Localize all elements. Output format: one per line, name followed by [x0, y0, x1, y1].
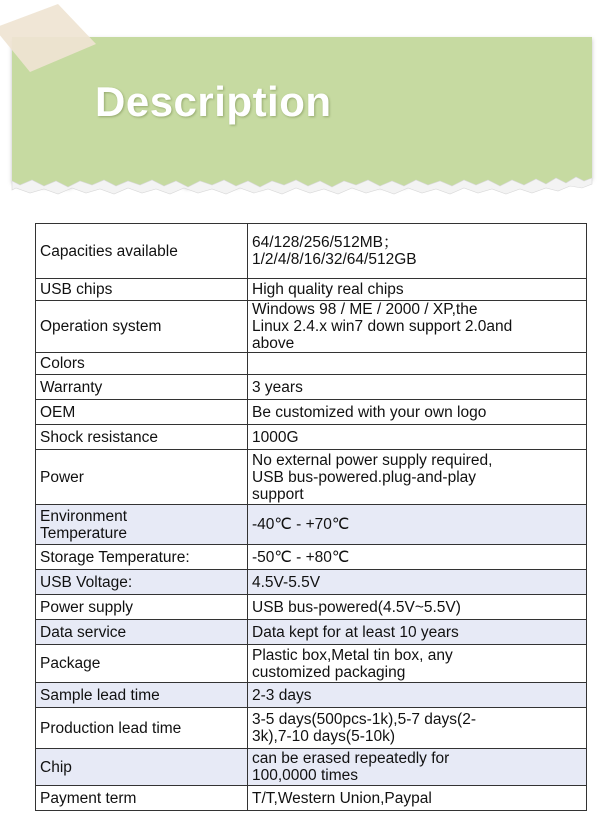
spec-value [248, 620, 587, 645]
spec-value-line: Be customized with your own logo [252, 403, 487, 421]
spec-label: Power supply [36, 595, 248, 620]
spec-value-line: -50℃ - +80℃ [252, 548, 350, 566]
spec-row [36, 279, 587, 301]
spec-value [248, 279, 587, 301]
spec-value-line: Data kept for at least 10 years [252, 623, 459, 641]
spec-label: Operation system [36, 301, 248, 353]
spec-value-line: USB bus-powered.plug-and-play [252, 468, 477, 486]
spec-value-line: T/T,Western Union,Paypal [252, 789, 432, 807]
spec-row [36, 683, 587, 708]
spec-row [36, 375, 587, 400]
page-title: Description [95, 78, 332, 125]
spec-value-line: 100,0000 times [252, 767, 358, 784]
spec-value-line: Plastic box,Metal tin box, any [252, 646, 453, 664]
spec-row [36, 749, 587, 786]
spec-value-line: USB bus-powered(4.5V~5.5V) [252, 598, 461, 616]
spec-label: Storage Temperature: [36, 545, 248, 570]
spec-value [248, 545, 587, 570]
spec-row [36, 570, 587, 595]
spec-label: Sample lead time [36, 683, 248, 708]
spec-value-line: Windows 98 / ME / 2000 / XP,the [252, 301, 478, 318]
spec-row [36, 353, 587, 375]
spec-value-line: 3k),7-10 days(5-10k) [252, 728, 396, 745]
spec-label: Production lead time [36, 708, 248, 749]
spec-value-line: 3-5 days(500pcs-1k),5-7 days(2- [252, 711, 476, 728]
spec-value [248, 375, 587, 400]
spec-label: OEM [36, 400, 248, 425]
spec-label: Package [36, 645, 248, 683]
spec-value-line: 1000G [252, 428, 299, 446]
spec-value-line: 4.5V-5.5V [252, 573, 321, 591]
spec-row [36, 450, 587, 505]
spec-value [248, 786, 587, 811]
spec-value [248, 450, 587, 505]
spec-value [248, 224, 587, 279]
spec-label: Chip [36, 749, 248, 786]
spec-row [36, 224, 587, 279]
spec-value [248, 708, 587, 749]
spec-value [248, 353, 587, 375]
spec-row [36, 425, 587, 450]
spec-label: USB chips [36, 279, 248, 301]
spec-value [248, 749, 587, 786]
spec-label: Payment term [36, 786, 248, 811]
spec-label: Colors [36, 353, 248, 375]
spec-row [36, 400, 587, 425]
spec-label: Warranty [36, 375, 248, 400]
spec-value [248, 570, 587, 595]
spec-value-line: Linux 2.4.x win7 down support 2.0and [252, 318, 513, 335]
spec-value-line: 2-3 days [252, 686, 312, 704]
description-banner [0, 0, 600, 205]
spec-label: Shock resistance [36, 425, 248, 450]
spec-value [248, 645, 587, 683]
spec-value-line: can be erased repeatedly for [252, 750, 450, 767]
spec-value-line: 3 years [252, 378, 303, 396]
spec-row [36, 545, 587, 570]
spec-label: USB Voltage: [36, 570, 248, 595]
spec-value-line: No external power supply required, [252, 451, 493, 469]
spec-value [248, 425, 587, 450]
spec-value [248, 400, 587, 425]
spec-value [248, 683, 587, 708]
spec-value-line: customized packaging [252, 663, 406, 681]
spec-row [36, 595, 587, 620]
spec-value-line: -40℃ - +70℃ [252, 516, 350, 533]
spec-row [36, 505, 587, 545]
spec-value-line: above [252, 335, 295, 352]
spec-value-line: High quality real chips [252, 281, 404, 298]
spec-value-line: support [252, 485, 304, 503]
spec-value [248, 505, 587, 545]
spec-label: Environment Temperature [36, 505, 248, 545]
spec-row [36, 708, 587, 749]
spec-row [36, 301, 587, 353]
spec-table [35, 223, 587, 811]
spec-label: Capacities available [36, 224, 248, 279]
spec-label: Data service [36, 620, 248, 645]
spec-label: Power [36, 450, 248, 505]
spec-table-body [36, 224, 587, 811]
spec-value [248, 595, 587, 620]
spec-row [36, 786, 587, 811]
spec-value-line: 1/2/4/8/16/32/64/512GB [252, 251, 417, 268]
spec-value [248, 301, 587, 353]
spec-row [36, 645, 587, 683]
spec-row [36, 620, 587, 645]
spec-value-line: 64/128/256/512MB； [252, 234, 399, 251]
